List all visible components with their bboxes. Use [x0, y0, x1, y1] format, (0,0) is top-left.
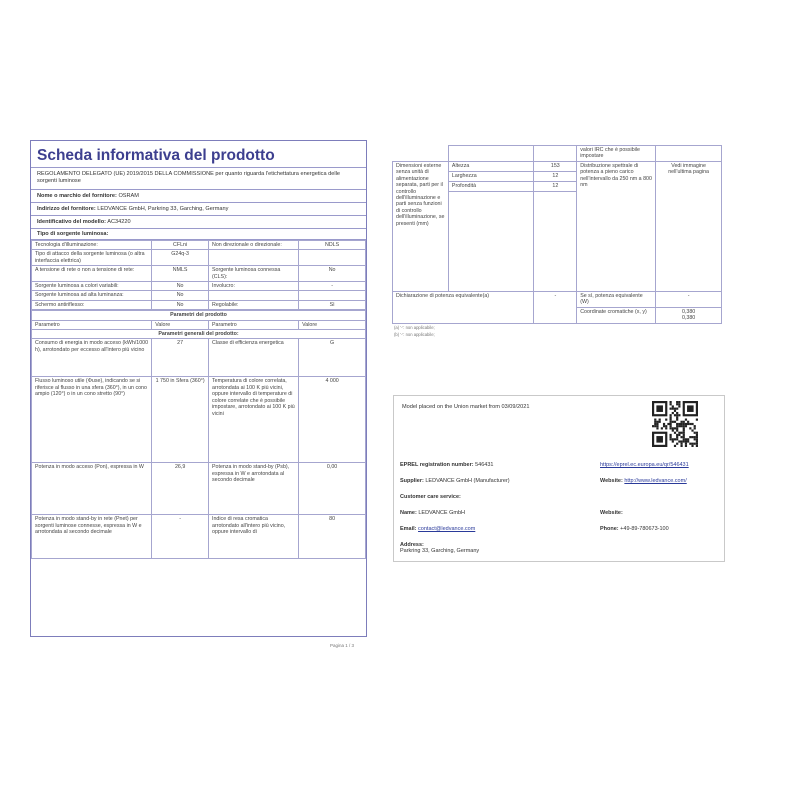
dimension-label: Larghezza	[449, 172, 534, 182]
eprel-info-box	[393, 395, 725, 562]
care-website-label: Website:	[600, 510, 623, 516]
product-info-sheet	[30, 140, 367, 637]
customer-care-label: Customer care service:	[400, 494, 461, 500]
table-cell: No	[152, 291, 209, 300]
table-cell: Sì	[299, 300, 366, 309]
chroma-y: 0,380	[681, 315, 696, 322]
general-params-header: Parametri generali del prodotto:	[32, 330, 366, 339]
phone-number: +49-89-780673-100	[620, 526, 669, 532]
table-cell: Consumo di energia in modo acceso (kWh/1000 h), arrotondato per eccesso all'intero più vicino	[32, 339, 152, 377]
dimension-value: 12	[534, 172, 576, 182]
table-cell: Schermo antiriflesso:	[32, 300, 152, 309]
col-param: Parametro	[209, 320, 299, 329]
table-cell: 27	[152, 339, 209, 377]
dimension-label: Profondità	[449, 182, 534, 192]
address-label: Address:	[400, 542, 424, 548]
chroma-values	[656, 307, 722, 323]
continued-table	[392, 145, 722, 324]
table-cell: Potenza in modo stand-by (Psb), espressa in W e arrotondata al secondo decimale	[209, 463, 299, 515]
supplier-name-row	[31, 190, 366, 203]
params-table	[31, 310, 366, 559]
footnote-a: (a) '-': non applicabile;	[394, 324, 435, 330]
dimension-value: 12	[534, 182, 576, 192]
table-cell	[299, 291, 366, 300]
table-cell: A tensione di rete o non a tensione di rete:	[32, 266, 152, 282]
col-value: Valore	[299, 320, 366, 329]
table-cell: CFLni	[152, 241, 209, 250]
table-cell: 0,00	[299, 463, 366, 515]
source-type-row	[32, 291, 366, 300]
table-cell: Flusso luminoso utile (Φuse), indicando se si riferisce al flusso in una sfera (360°), in un cono ampio (120°) o in un cono stretto (90°)	[32, 377, 152, 463]
page-number: Pagina 1 / 3	[330, 643, 355, 648]
params-header: Parametri del prodotto	[32, 311, 366, 320]
source-type-row	[32, 241, 366, 250]
spectral-label: Distribuzione spettrale di potenza a pieno carico nell'intervallo da 250 nm a 800 nm	[577, 162, 656, 292]
table-cell	[209, 291, 299, 300]
model-row	[31, 216, 366, 229]
source-type-table	[31, 240, 366, 310]
address-value: Parkring 33, Garching, Germany	[400, 548, 480, 554]
eprel-url-link[interactable]: https://eprel.ec.europa.eu/qr/546431	[600, 462, 689, 468]
supplier-name: OSRAM	[118, 193, 139, 199]
phone-label: Phone:	[600, 526, 619, 532]
table-cell: Potenza in modo acceso (Pon), espressa in W	[32, 463, 152, 515]
table-cell: Sorgente luminosa a colori variabili:	[32, 282, 152, 291]
irc-note: valori IRC che è possibile impostare	[577, 146, 656, 162]
table-cell: Classe di efficienza energetica	[209, 339, 299, 377]
table-cell: No	[152, 300, 209, 309]
table-cell: G	[299, 339, 366, 377]
table-cell: -	[299, 282, 366, 291]
chroma-x: 0,380	[681, 308, 696, 315]
source-type-row	[32, 266, 366, 282]
table-cell	[209, 250, 299, 266]
website-link[interactable]: http://www.ledvance.com/	[624, 478, 687, 484]
market-placed-text: Model placed on the Union market from 03/09/2021	[402, 404, 530, 410]
param-row	[32, 377, 366, 463]
table-cell: Non direzionale o direzionale:	[209, 241, 299, 250]
qr-code-icon[interactable]	[652, 401, 698, 447]
table-cell: Sorgente luminosa ad alta luminanza:	[32, 291, 152, 300]
equiv-watt-value: -	[656, 292, 722, 308]
source-type-heading: Tipo di sorgente luminosa:	[31, 229, 366, 240]
table-cell: 80	[299, 515, 366, 559]
spectral-value: Vedi immagine nell'ultima pagina	[656, 162, 722, 292]
table-cell: Tecnologia d'illuminazione:	[32, 241, 152, 250]
table-cell: No	[299, 266, 366, 282]
source-type-row	[32, 282, 366, 291]
table-cell: Indice di resa cromatica arrotondato all'intero più vicino, oppure intervallo di	[209, 515, 299, 559]
col-value: Valore	[152, 320, 209, 329]
table-cell: Involucro:	[209, 282, 299, 291]
eprel-reg-label: EPREL registration number:	[400, 462, 474, 468]
table-cell: No	[152, 282, 209, 291]
regulation-text: REGOLAMENTO DELEGATO (UE) 2019/2015 DELLA COMMISSIONE per quanto riguarda l'etichettatura energetica delle sorgenti luminose	[31, 168, 366, 190]
supplier-address-row	[31, 203, 366, 216]
equivalent-power-label: Dichiarazione di potenza equivalente(a)	[393, 292, 534, 324]
email-link[interactable]: contact@ledvance.com	[418, 526, 476, 532]
supplier-address: LEDVANCE GmbH, Parkring 33, Garching, Germany	[97, 206, 229, 212]
model-id: AC34220	[107, 219, 131, 225]
source-type-row	[32, 300, 366, 309]
sheet-title: Scheda informativa del prodotto	[31, 141, 366, 168]
dimension-value: 153	[534, 162, 576, 172]
param-row	[32, 463, 366, 515]
email-label: Email:	[400, 526, 417, 532]
table-cell: Sorgente luminosa connessa (CLS):	[209, 266, 299, 282]
table-cell: 26,9	[152, 463, 209, 515]
equivalent-power-value: -	[534, 292, 577, 324]
eprel-reg-number: 546431	[475, 462, 494, 468]
product-info-continued	[392, 145, 722, 338]
supplier-address-label: Indirizzo del fornitore:	[37, 206, 96, 212]
dimensions-label: Dimensioni esterne senza unità di alimentazione separata, parti per il controllo dell'illuminazione e parti senza funzioni di controllo dell'illuminazione, se presenti (mm)	[393, 162, 449, 292]
dimension-label: Altezza	[449, 162, 534, 172]
table-cell: Potenza in modo stand-by in rete (Pnet) per sorgenti luminose connesse, espressa in W e arrotondata al secondo decimale	[32, 515, 152, 559]
param-row	[32, 339, 366, 377]
care-name: LEDVANCE GmbH	[418, 510, 466, 516]
equiv-watt-label: Se sì, potenza equivalente (W)	[577, 292, 656, 308]
table-cell: NMLS	[152, 266, 209, 282]
col-param: Parametro	[32, 320, 152, 329]
footnote-b: (b) '-': non applicabile;	[394, 331, 435, 337]
table-cell: NDLS	[299, 241, 366, 250]
website-label: Website:	[600, 478, 623, 484]
care-name-label: Name:	[400, 510, 417, 516]
table-cell	[299, 250, 366, 266]
supplier-label: Supplier:	[400, 478, 424, 484]
table-cell: 1 750 in Sfera (360°)	[152, 377, 209, 463]
model-label: Identificativo del modello:	[37, 219, 106, 225]
table-cell: Temperatura di colore correlata, arrotondata ai 100 K più vicini, oppure intervallo di temperature di colore correlate che è possibile impostare, arrotondato ai 100 K più vicini	[209, 377, 299, 463]
param-row	[32, 515, 366, 559]
supplier-value: LEDVANCE GmbH (Manufacturer)	[425, 478, 510, 484]
table-cell: G24q-3	[152, 250, 209, 266]
supplier-name-label: Nome o marchio del fornitore:	[37, 193, 117, 199]
chroma-label: Coordinate cromatiche (x, y)	[577, 307, 656, 323]
table-cell: -	[152, 515, 209, 559]
table-cell: Regolabile:	[209, 300, 299, 309]
table-cell: Tipo di attacco della sorgente luminosa (o altra interfaccia elettrica)	[32, 250, 152, 266]
source-type-row	[32, 250, 366, 266]
table-cell: 4 000	[299, 377, 366, 463]
